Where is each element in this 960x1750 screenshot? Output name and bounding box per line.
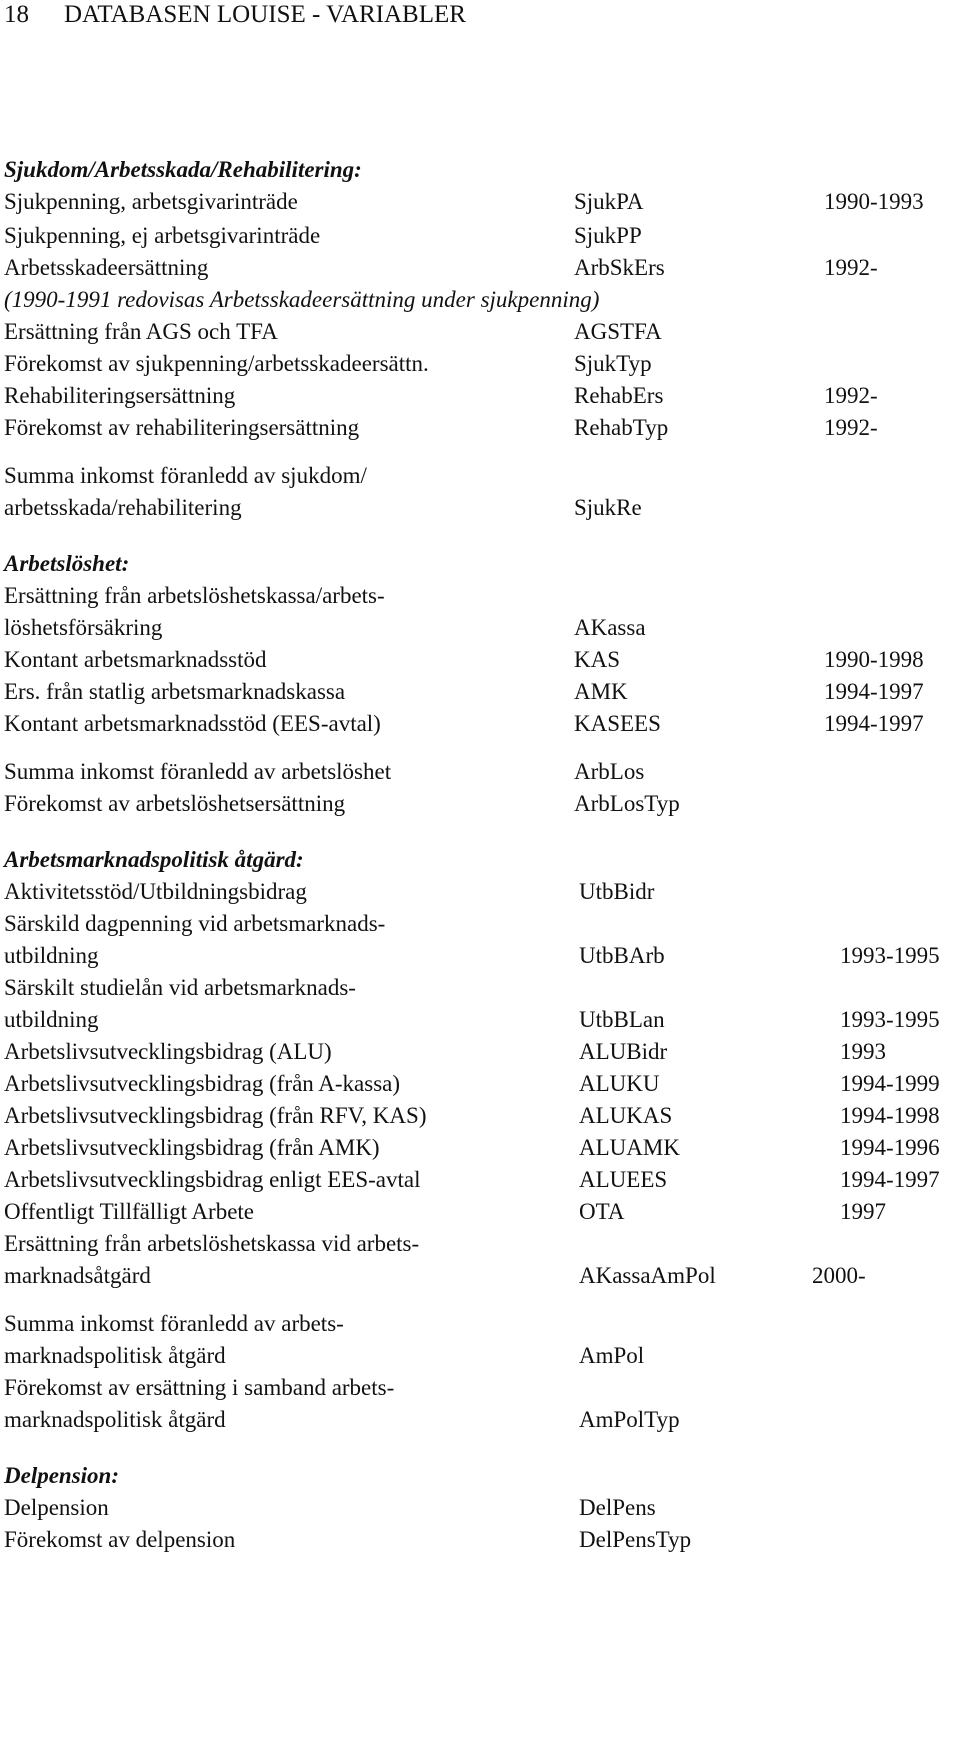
variable-label: Delpension bbox=[4, 1495, 109, 1520]
table-row bbox=[4, 253, 954, 283]
variable-years: 1994-1996 bbox=[840, 1135, 940, 1160]
table-row bbox=[4, 413, 954, 443]
variable-label: Arbetslivsutvecklingsbidrag (från AMK) bbox=[4, 1135, 380, 1160]
variable-code: AmPolTyp bbox=[579, 1407, 680, 1432]
variable-years: 1990-1998 bbox=[824, 647, 924, 672]
variable-years: 1992- bbox=[824, 255, 878, 280]
table-row bbox=[4, 645, 954, 675]
variable-years: 1993 bbox=[840, 1039, 886, 1064]
variable-label: Ersättning från arbetslöshetskassa/arbets- bbox=[4, 583, 385, 608]
table-row bbox=[4, 461, 954, 491]
table-row bbox=[4, 1309, 954, 1339]
table-row bbox=[4, 1229, 954, 1259]
variable-code: UtbBArb bbox=[579, 943, 665, 968]
variable-code: ArbSkErs bbox=[574, 255, 665, 280]
variable-label: löshetsförsäkring bbox=[4, 615, 163, 640]
variable-years: 1997 bbox=[840, 1199, 886, 1224]
table-row bbox=[4, 1493, 954, 1523]
variable-code: ALUEES bbox=[579, 1167, 668, 1192]
section-heading-delpension: Delpension: bbox=[4, 1463, 119, 1488]
variable-code: OTA bbox=[579, 1199, 625, 1224]
table-row bbox=[4, 1261, 954, 1291]
variable-years: 1994-1999 bbox=[840, 1071, 940, 1096]
table-row bbox=[4, 941, 954, 971]
table-row bbox=[4, 493, 954, 523]
variable-label: utbildning bbox=[4, 943, 99, 968]
variable-code: AmPol bbox=[579, 1343, 645, 1368]
section-note: (1990-1991 redovisas Arbetsskadeersättning under sjukpenning) bbox=[4, 287, 600, 312]
page-header bbox=[4, 0, 466, 30]
variable-years: 1994-1997 bbox=[840, 1167, 940, 1192]
table-row bbox=[4, 317, 954, 347]
table-row bbox=[4, 1525, 954, 1555]
table-row bbox=[4, 909, 954, 939]
variable-years: 1992- bbox=[824, 383, 878, 408]
variable-label: Summa inkomst föranledd av arbetslöshet bbox=[4, 759, 392, 784]
variable-code: ALUAMK bbox=[579, 1135, 680, 1160]
table-row bbox=[4, 187, 954, 217]
variable-label: Offentligt Tillfälligt Arbete bbox=[4, 1199, 255, 1224]
variable-label: Summa inkomst föranledd av sjukdom/ bbox=[4, 463, 367, 488]
variable-code: SjukPA bbox=[574, 189, 644, 214]
variable-code: KASEES bbox=[574, 711, 661, 736]
variable-years: 1994-1997 bbox=[824, 711, 924, 736]
table-row bbox=[4, 1373, 954, 1403]
variable-label: arbetsskada/rehabilitering bbox=[4, 495, 242, 520]
table-row bbox=[4, 1069, 954, 1099]
variable-label: Ersättning från AGS och TFA bbox=[4, 319, 278, 344]
variable-years: 1993-1995 bbox=[840, 1007, 940, 1032]
table-row bbox=[4, 613, 954, 643]
variable-label: Ers. från statlig arbetsmarknadskassa bbox=[4, 679, 346, 704]
variable-code: AMK bbox=[574, 679, 628, 704]
variable-label: Förekomst av arbetslöshetsersättning bbox=[4, 791, 346, 816]
table-row bbox=[4, 757, 954, 787]
variable-label: Arbetslivsutvecklingsbidrag (ALU) bbox=[4, 1039, 332, 1064]
variable-code: ArbLosTyp bbox=[574, 791, 680, 816]
variable-label: marknadspolitisk åtgärd bbox=[4, 1343, 226, 1368]
variable-years: 2000- bbox=[812, 1263, 866, 1288]
variable-label: Arbetsskadeersättning bbox=[4, 255, 209, 280]
variable-label: Ersättning från arbetslöshetskassa vid arbets- bbox=[4, 1231, 420, 1256]
variable-label: Förekomst av rehabiliteringsersättning bbox=[4, 415, 360, 440]
variable-label: Kontant arbetsmarknadsstöd bbox=[4, 647, 267, 672]
table-row bbox=[4, 677, 954, 707]
variable-label: Förekomst av delpension bbox=[4, 1527, 236, 1552]
table-row bbox=[4, 1197, 954, 1227]
variable-code: SjukPP bbox=[574, 223, 642, 248]
variable-code: RehabTyp bbox=[574, 415, 669, 440]
table-row bbox=[4, 1101, 954, 1131]
variable-label: Förekomst av sjukpenning/arbetsskadeersättn. bbox=[4, 351, 429, 376]
variable-label: Arbetslivsutvecklingsbidrag (från RFV, KAS) bbox=[4, 1103, 427, 1128]
table-row bbox=[4, 1165, 954, 1195]
variable-code: ALUBidr bbox=[579, 1039, 668, 1064]
variable-label: Sjukpenning, ej arbetsgivarinträde bbox=[4, 223, 321, 248]
page-title: DATABASEN LOUISE - VARIABLER bbox=[64, 1, 466, 28]
variable-years: 1992- bbox=[824, 415, 878, 440]
variable-code: ArbLos bbox=[574, 759, 645, 784]
variable-code: AKassaAmPol bbox=[579, 1263, 716, 1288]
variable-years: 1994-1997 bbox=[824, 679, 924, 704]
table-row bbox=[4, 789, 954, 819]
variable-code: KAS bbox=[574, 647, 621, 672]
section-heading-arbetsmarknadspolitisk: Arbetsmarknadspolitisk åtgärd: bbox=[4, 847, 304, 872]
variable-label: Särskilt studielån vid arbetsmarknads- bbox=[4, 975, 356, 1000]
table-row bbox=[4, 709, 954, 739]
variable-code: RehabErs bbox=[574, 383, 664, 408]
variable-label: Summa inkomst föranledd av arbets- bbox=[4, 1311, 344, 1336]
table-row bbox=[4, 1341, 954, 1371]
variable-label: Arbetslivsutvecklingsbidrag (från A-kassa) bbox=[4, 1071, 401, 1096]
variable-years: 1990-1993 bbox=[824, 189, 924, 214]
variable-code: DelPensTyp bbox=[579, 1527, 692, 1552]
table-row bbox=[4, 1405, 954, 1435]
variable-code: AGSTFA bbox=[574, 319, 662, 344]
variable-label: Aktivitetsstöd/Utbildningsbidrag bbox=[4, 879, 307, 904]
variable-label: marknadsåtgärd bbox=[4, 1263, 151, 1288]
table-row bbox=[4, 1037, 954, 1067]
section-heading-arbetsloshet: Arbetslöshet: bbox=[4, 551, 130, 576]
variable-code: UtbBLan bbox=[579, 1007, 665, 1032]
variable-code: DelPens bbox=[579, 1495, 656, 1520]
variable-label: Arbetslivsutvecklingsbidrag enligt EES-avtal bbox=[4, 1167, 421, 1192]
variable-code: ALUKAS bbox=[579, 1103, 673, 1128]
variable-label: utbildning bbox=[4, 1007, 99, 1032]
variable-label: Rehabiliteringsersättning bbox=[4, 383, 236, 408]
table-row bbox=[4, 221, 954, 251]
variable-label: Särskild dagpenning vid arbetsmarknads- bbox=[4, 911, 386, 936]
section-heading-sjukdom: Sjukdom/Arbetsskada/Rehabilitering: bbox=[4, 157, 362, 182]
page-number: 18 bbox=[4, 1, 29, 28]
variable-label: marknadspolitisk åtgärd bbox=[4, 1407, 226, 1432]
variable-label: Kontant arbetsmarknadsstöd (EES-avtal) bbox=[4, 711, 381, 736]
table-row bbox=[4, 349, 954, 379]
table-row bbox=[4, 581, 954, 611]
variable-code: AKassa bbox=[574, 615, 646, 640]
table-row bbox=[4, 1005, 954, 1035]
variable-years: 1993-1995 bbox=[840, 943, 940, 968]
variable-code: SjukRe bbox=[574, 495, 642, 520]
variable-code: UtbBidr bbox=[579, 879, 655, 904]
table-row bbox=[4, 1133, 954, 1163]
table-row bbox=[4, 973, 954, 1003]
table-row bbox=[4, 877, 954, 907]
variable-label: Förekomst av ersättning i samband arbets- bbox=[4, 1375, 395, 1400]
variable-code: ALUKU bbox=[579, 1071, 660, 1096]
variable-code: SjukTyp bbox=[574, 351, 652, 376]
variable-years: 1994-1998 bbox=[840, 1103, 940, 1128]
variable-label: Sjukpenning, arbetsgivarinträde bbox=[4, 189, 298, 214]
table-row bbox=[4, 381, 954, 411]
